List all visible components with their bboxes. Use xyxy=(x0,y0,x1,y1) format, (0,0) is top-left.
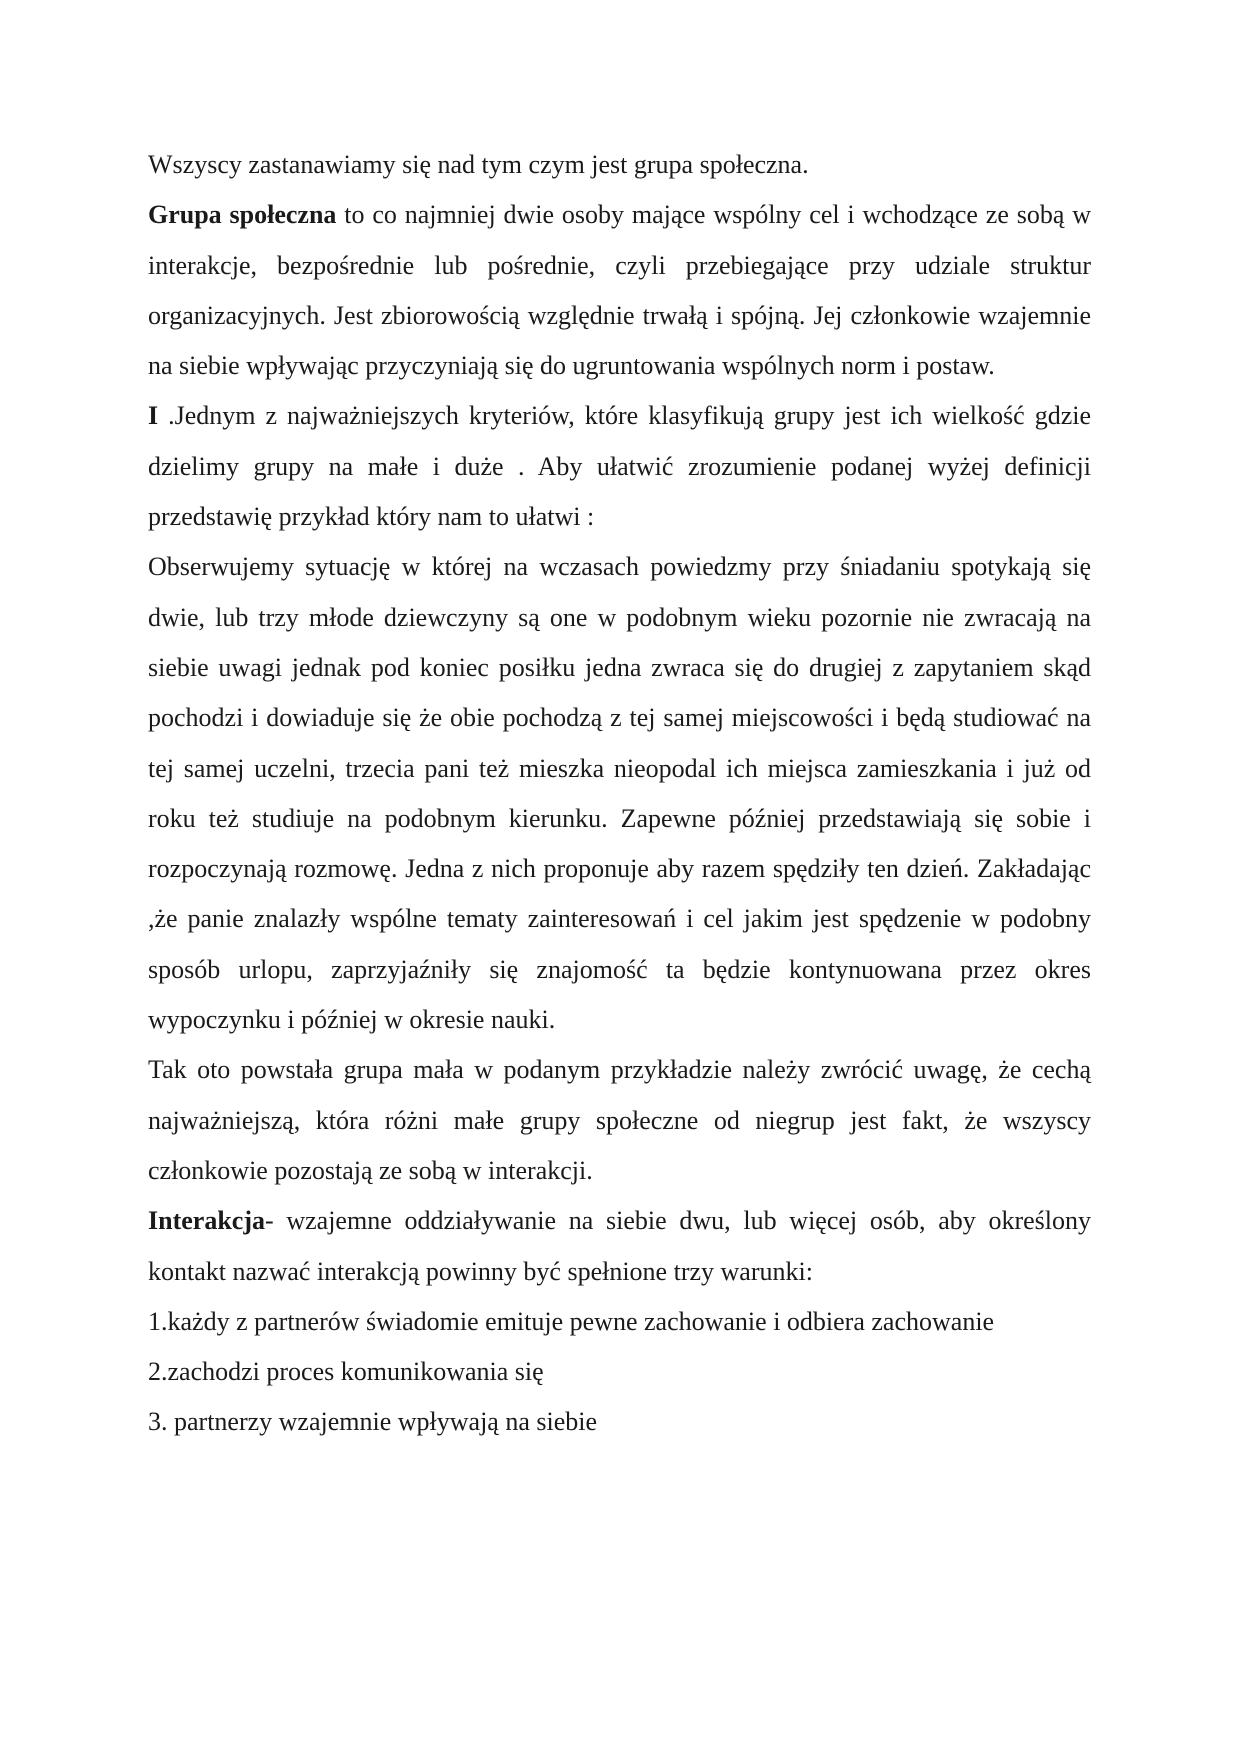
intro-paragraph: Wszyscy zastanawiamy się nad tym czym jest grupa społeczna. xyxy=(148,150,809,179)
document-page xyxy=(148,140,1091,1448)
condition-item: 1.każdy z partnerów świadomie emituje pewne zachowanie i odbiera zachowanie xyxy=(148,1306,995,1336)
conclusion-paragraph: Tak oto powstała grupa mała w podanym przykładzie należy zwrócić uwagę, że cechą najważniejszą, która różni małe grupy społeczne od niegrup jest fakt, że wszyscy członkowie pozostają ze sobą w interakcji. xyxy=(148,1055,1091,1185)
interaction-term: Interakcja xyxy=(148,1206,265,1236)
definition-term: Grupa społeczna xyxy=(148,200,337,230)
definition-text: to co najmniej dwie osoby mające wspólny cel i wchodzące ze sobą w interakcje, bezpośrednie lub pośrednie, czyli przebiegające przy udziale struktur organizacyjnych. Jest zbiorowością względnie trwałą i spójną. Jej członkowie wzajemnie na siebie wpływając przyczyniają się do ugruntowania wspólnych norm i postaw. xyxy=(148,200,1092,381)
interaction-paragraph xyxy=(148,1196,1091,1297)
criterion-number: I xyxy=(148,401,159,431)
example-paragraph: Obserwujemy sytuację w której na wczasach powiedzmy przy śniadaniu spotykają się dwie, lub trzy młode dziewczyny są one w podobnym wieku pozornie nie zwracają na siebie uwagi jednak pod koniec posiłku jedna zwraca się do drugiej z zapytaniem skąd pochodzi i dowiaduje się że obie pochodzą z tej samej miejscowości i będą studiować na tej samej uczelni, trzecia pani też mieszka nieopodal ich miejsca zamieszkania i już od roku też studiuje na podobnym kierunku. Zapewne później przedstawiają się sobie i rozpoczynają rozmowę. Jedna z nich proponuje aby razem spędziły ten dzień. Zakładając ,że panie znalazły wspólne tematy zainteresowań i cel jakim jest spędzenie w podobny sposób urlopu, zaprzyjaźniły się znajomość ta będzie kontynuowana przez okres wypoczynku i później w okresie nauki. xyxy=(148,552,1091,1035)
interaction-text: - wzajemne oddziaływanie na siebie dwu, lub więcej osób, aby określony kontakt nazwać interakcją powinny być spełnione trzy warunki: xyxy=(148,1206,1091,1286)
condition-item: 3. partnerzy wzajemnie wpływają na siebie xyxy=(148,1407,598,1437)
criterion-paragraph xyxy=(148,391,1091,542)
condition-item: 2.zachodzi proces komunikowania się xyxy=(148,1357,544,1387)
criterion-text: .Jednym z najważniejszych kryteriów, które klasyfikują grupy jest ich wielkość gdzie dzielimy grupy na małe i duże . Aby ułatwić zrozumienie podanej wyżej definicji przedstawię przykład który nam to ułatwi : xyxy=(148,401,1091,532)
definition-paragraph xyxy=(148,190,1091,391)
